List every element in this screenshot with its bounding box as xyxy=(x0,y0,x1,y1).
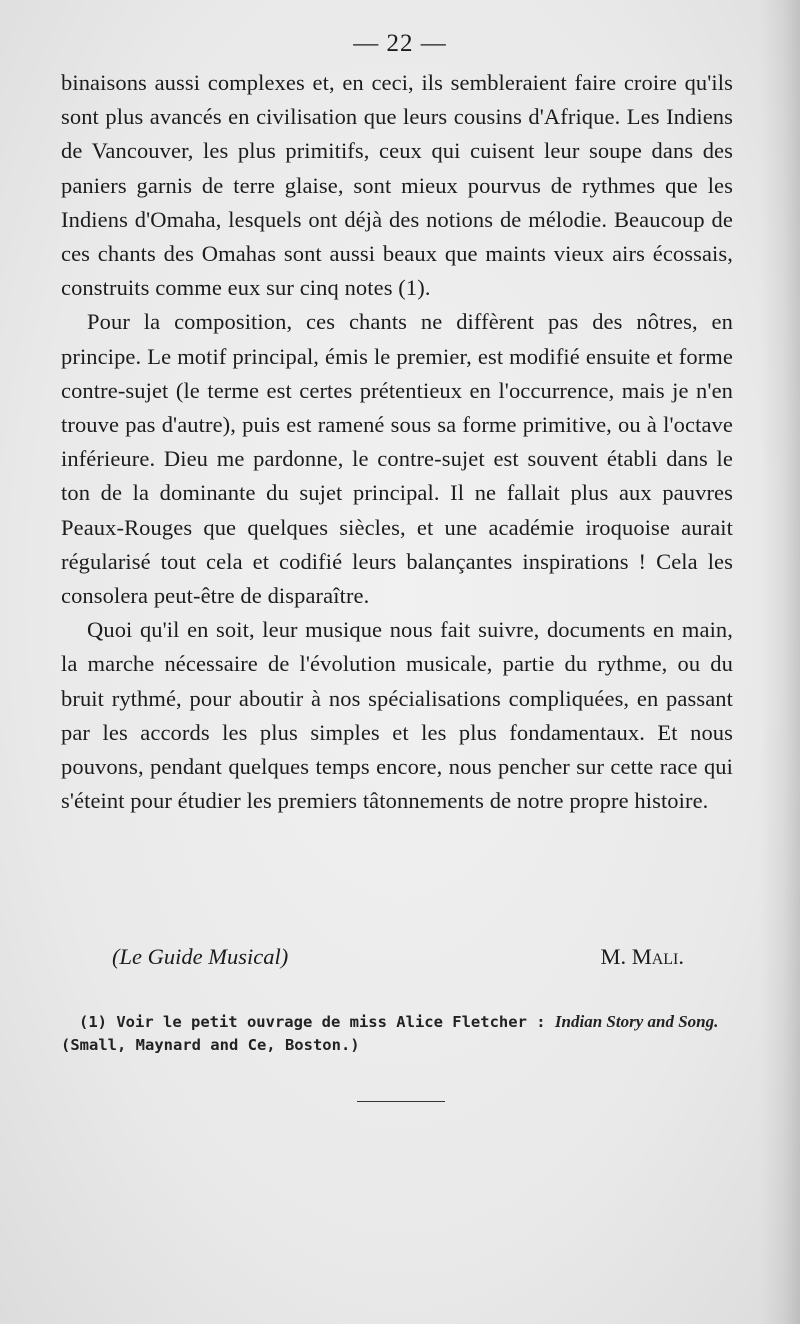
footnote-prefix: (1) Voir le petit ouvrage de miss Alice Fletcher : xyxy=(79,1013,555,1031)
source-publication: (Le Guide Musical) xyxy=(112,944,289,969)
paragraph-3: Quoi qu'il en soit, leur musique nous fait suivre, documents en main, la marche nécessaire de l'évolution musicale, partie du rythme, ou du bruit rythmé, pour aboutir à nos spécialisations compliquées, en passant par les accords les plus simples et les plus fondamentaux. Et nous pouvons, pendant quelques temps encore, nous pencher sur cette race qui s'éteint pour étudier les premiers tâtonnements de notre propre histoire. xyxy=(61,617,733,814)
page-number: — 22 — xyxy=(353,30,447,57)
author-initial: M. M xyxy=(600,944,652,969)
attribution-line xyxy=(112,940,684,974)
closing-rule xyxy=(357,1101,445,1102)
paragraph-1: binaisons aussi complexes et, en ceci, ils sembleraient faire croire qu'ils sont plus avancés en civilisation que leurs cousins d'Afrique. Les Indiens de Vancouver, les plus primitifs, ceux qui cuisent leur soupe dans des paniers garnis de terre glaise, sont mieux pourvus de rythmes que les Indiens d'Omaha, lesquels ont déjà des notions de mélodie. Beaucoup de ces chants des Omahas sont aussi beaux que maints vieux airs écossais, construits comme eux sur cinq notes (1). xyxy=(61,70,733,301)
footnote-book-title: Indian Story and Song. xyxy=(554,1012,719,1031)
author-signature xyxy=(600,940,684,974)
paragraph-2: Pour la composition, ces chants ne diffèrent pas des nôtres, en principe. Le motif principal, émis le premier, est modifié ensuite et forme contre-sujet (le terme est certes prétentieux en l'occurrence, mais je n'en trouve pas d'autre), puis est ramené sous sa forme primitive, ou à l'octave inférieure. Dieu me pardonne, le contre-sujet est souvent établi dans le ton de la dominante du sujet principal. Il ne fallait plus aux pauvres Peaux-Rouges que quelques siècles, et une académie iroquoise aurait régularisé tout cela et codifié leurs balançantes inspirations ! Cela les consolera peut-être de disparaître. xyxy=(61,309,733,609)
footnote-line-2: (Small, Maynard and Ce, Boston.) xyxy=(61,1036,360,1054)
footnote-line-1 xyxy=(61,1010,733,1034)
footnote xyxy=(61,1010,733,1057)
article-body xyxy=(61,66,733,818)
author-surname: ali. xyxy=(651,944,684,969)
spine-shadow xyxy=(760,0,800,1324)
